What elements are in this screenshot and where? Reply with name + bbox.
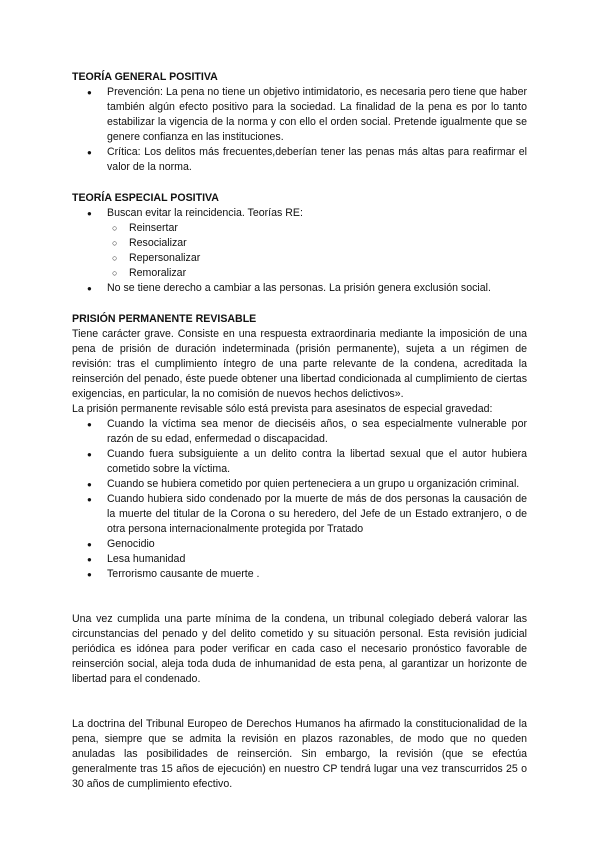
document-body (72, 70, 527, 792)
list-item: ● Crítica: Los delitos más frecuentes,deberían tener las penas más altas para reafirmar el valor de la norma. (72, 145, 527, 175)
section-teoria-especial-positiva (72, 191, 527, 296)
list-item: ● Cuando se hubiera cometido por quien perteneciera a un grupo u organización criminal. (72, 477, 527, 492)
section-heading: TEORÍA GENERAL POSITIVA (72, 71, 218, 83)
list-item (72, 206, 527, 281)
section-heading: TEORÍA ESPECIAL POSITIVA (72, 192, 219, 204)
sub-bullet-list (72, 221, 527, 281)
list-item: ● Cuando fuera subsiguiente a un delito contra la libertad sexual que el autor hubiera cometido sobre la víctima. (72, 447, 527, 477)
list-item: ● Prevención: La pena no tiene un objetivo intimidatorio, es necesaria pero tiene que haber también algún efecto positivo para la sociedad. La finalidad de la pena es por lo tanto estabilizar la vigencia de la norma y con ello el orden social. Pretende igualmente que se genere confianza en las instituciones. (72, 85, 527, 145)
sub-list-item: ○ Repersonalizar (72, 251, 527, 266)
list-item: ● No se tiene derecho a cambiar a las personas. La prisión genera exclusión social. (72, 281, 527, 296)
section-prision-permanente-revisable (72, 312, 527, 792)
paragraph-tedh: La doctrina del Tribunal Europeo de Derechos Humanos ha afirmado la constitucionalidad de la pena, siempre que se admita la revisión en plazos razonables, de modo que no queden anuladas las posibilidades de reinserción. Sin embargo, la revisión (que se efectúa generalmente tras 15 años de ejecución) en nuestro CP tendrá lugar una vez transcurridos 25 o 30 años de cumplimiento efectivo. (72, 718, 527, 790)
section-teoria-general-positiva (72, 70, 527, 175)
list-item: ● Cuando la víctima sea menor de dieciséis años, o sea especialmente vulnerable por razón de su edad, enfermedad o discapacidad. (72, 417, 527, 447)
list-item: ● Cuando hubiera sido condenado por la muerte de más de dos personas la causación de la muerte del titular de la Corona o su heredero, del Jefe de un Estado extranjero, o de otra persona internacionalmente protegida por Tratado (72, 492, 527, 537)
intro-paragraph: Tiene carácter grave. Consiste en una respuesta extraordinaria mediante la imposición de una pena de prisión de duración indeterminada (prisión permanente), sujeta a un régimen de revisión: tras el cumplimiento íntegro de una parte relevante de la condena, acreditada la reinserción del penado, éste puede obtener una libertad condicionada al cumplimiento de ciertas exigencias, en particular, la no comisión de nuevos hechos delictivos». (72, 328, 527, 400)
list-item: ● Terrorismo causante de muerte . (72, 567, 527, 582)
sub-list-item: ○ Reinsertar (72, 221, 527, 236)
sub-list-item: ○ Remoralizar (72, 266, 527, 281)
bullet-list (72, 417, 527, 582)
list-item-text: Buscan evitar la reincidencia. Teorías RE: (107, 207, 303, 219)
section-heading: PRISIÓN PERMANENTE REVISABLE (72, 313, 257, 325)
paragraph-revision: Una vez cumplida una parte mínima de la condena, un tribunal colegiado deberá valorar las circunstancias del penado y del delito cometido y su situación personal. Esta revisión judicial periódica es idónea para poder verificar en cada caso el necesario pronóstico favorable de reinserción social, aleja toda duda de inhumanidad de esta pena, al garantizar un horizonte de libertad para el condenado. (72, 613, 527, 685)
lead-paragraph: La prisión permanente revisable sólo está prevista para asesinatos de especial gravedad: (72, 403, 493, 415)
list-item: ● Lesa humanidad (72, 552, 527, 567)
sub-list-item: ○ Resocializar (72, 236, 527, 251)
bullet-list (72, 85, 527, 175)
list-item: ● Genocidio (72, 537, 527, 552)
bullet-list (72, 206, 527, 296)
